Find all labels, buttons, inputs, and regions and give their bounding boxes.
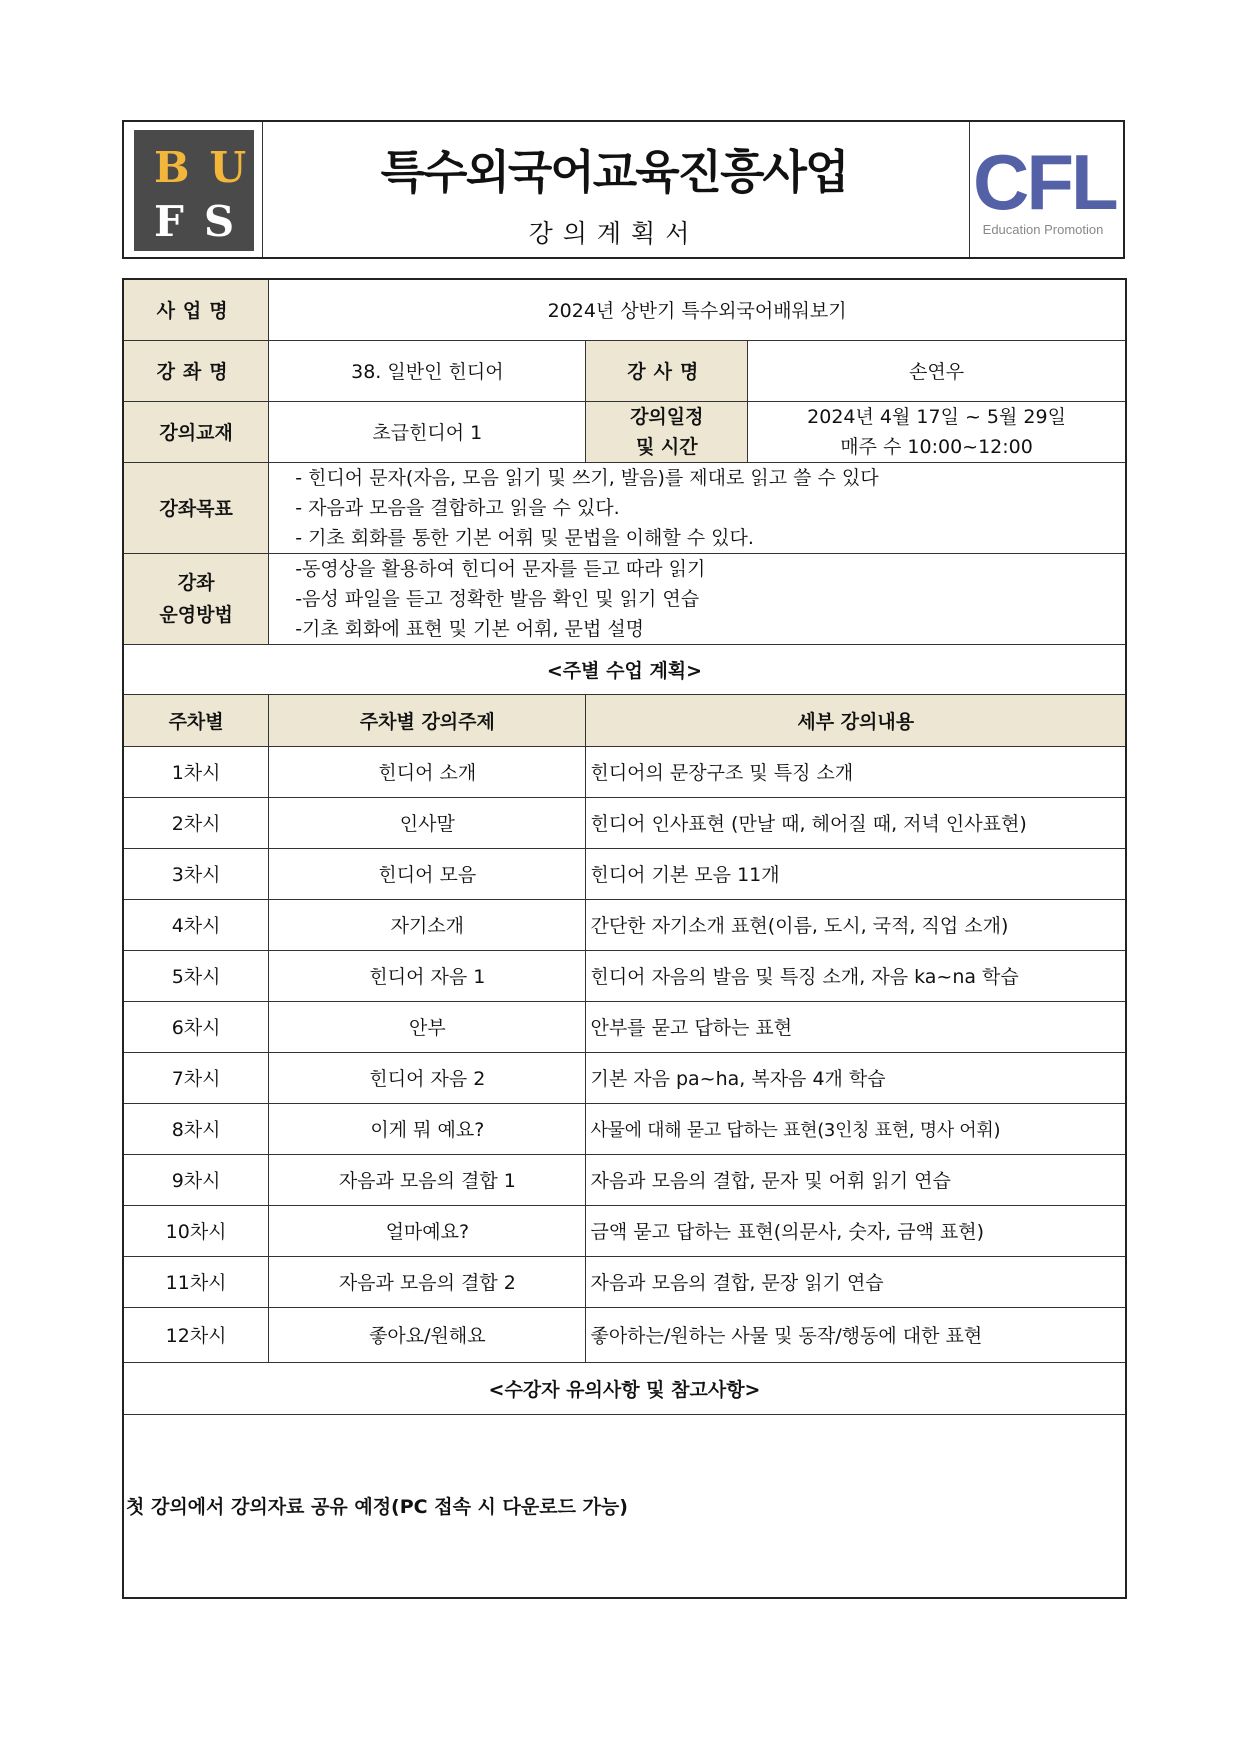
detail-cell: 힌디어 자음의 발음 및 특징 소개, 자음 ka~na 학습 [586, 950, 1126, 1001]
project-value: 2024년 상반기 특수외국어배워보기 [269, 279, 1126, 340]
cfl-logo [973, 130, 1116, 251]
instructor-label: 강사명 [586, 340, 748, 401]
cfl-logo-text: CFL [973, 138, 1116, 226]
goal-item: - 기초 회화를 통한 기본 어휘 및 문법을 이해할 수 있다. [295, 526, 754, 549]
document-title: 특수외국어교육진흥사업 [380, 145, 848, 199]
col-header-topic: 주차별 강의주제 [269, 694, 586, 746]
course-value: 38. 일반인 힌디어 [269, 340, 586, 401]
notes-section-row [123, 1362, 1126, 1414]
detail-cell: 안부를 묻고 답하는 표현 [586, 1001, 1126, 1052]
detail-cell: 힌디어 인사표현 (만날 때, 헤어질 때, 저녁 인사표현) [586, 797, 1126, 848]
session-cell: 1차시 [123, 746, 269, 797]
textbook-value: 초급힌디어 1 [269, 401, 586, 462]
session-cell: 11차시 [123, 1256, 269, 1307]
table-row [123, 848, 1126, 899]
method-list [269, 553, 1126, 644]
detail-cell: 힌디어 기본 모음 11개 [586, 848, 1126, 899]
bufs-logo [134, 130, 267, 251]
textbook-label: 강의교재 [123, 401, 269, 462]
session-cell: 9차시 [123, 1154, 269, 1205]
col-header-detail: 세부 강의내용 [586, 694, 1126, 746]
topic-cell: 힌디어 자음 2 [269, 1052, 586, 1103]
notes-section-title: <수강자 유의사항 및 참고사항> [123, 1362, 1126, 1414]
table-row [123, 950, 1126, 1001]
topic-cell: 자기소개 [269, 899, 586, 950]
col-header-session: 주차별 [123, 694, 269, 746]
method-item: -음성 파일을 듣고 정확한 발음 확인 및 읽기 연습 [295, 587, 700, 610]
method-row [123, 553, 1126, 644]
table-row [123, 1052, 1126, 1103]
method-item: -동영상을 활용하여 힌디어 문자를 듣고 따라 읽기 [295, 557, 706, 580]
course-label: 강좌명 [123, 340, 269, 401]
goal-item: - 자음과 모음을 결합하고 읽을 수 있다. [295, 496, 620, 519]
schedule-value [748, 401, 1126, 462]
topic-cell: 인사말 [269, 797, 586, 848]
topic-cell: 힌디어 모음 [269, 848, 586, 899]
topic-cell: 좋아요/원해요 [269, 1307, 586, 1362]
document-subtitle: 강의계획서 [528, 219, 700, 248]
method-item: -기초 회화에 표현 및 기본 어휘, 문법 설명 [295, 617, 645, 640]
topic-cell: 자음과 모음의 결합 1 [269, 1154, 586, 1205]
session-cell: 4차시 [123, 899, 269, 950]
topic-cell: 이게 뭐 예요? [269, 1103, 586, 1154]
table-row [123, 1001, 1126, 1052]
header-divider-right [969, 122, 970, 257]
header-divider-left [262, 122, 263, 257]
session-cell: 10차시 [123, 1205, 269, 1256]
method-label [123, 553, 269, 644]
bufs-logo-line2: FS [154, 197, 255, 246]
project-label: 사업명 [123, 279, 269, 340]
table-row [123, 1307, 1126, 1362]
topic-cell: 얼마예요? [269, 1205, 586, 1256]
instructor-value: 손연우 [748, 340, 1126, 401]
table-row [123, 1256, 1126, 1307]
detail-cell: 기본 자음 pa~ha, 복자음 4개 학습 [586, 1052, 1126, 1103]
goals-row [123, 462, 1126, 553]
notes-row [123, 1414, 1126, 1598]
topic-cell: 자음과 모음의 결합 2 [269, 1256, 586, 1307]
schedule-label-line1: 강의일정 [630, 405, 704, 428]
schedule-dates: 2024년 4월 17일 ~ 5월 29일 [807, 405, 1066, 428]
table-row [123, 797, 1126, 848]
detail-cell: 좋아하는/원하는 사물 및 동작/행동에 대한 표현 [586, 1307, 1126, 1362]
bufs-logo-line1: BU [154, 143, 267, 192]
textbook-row [123, 401, 1126, 462]
weekly-section-title: <주별 수업 계획> [123, 644, 1126, 694]
goals-label: 강좌목표 [123, 462, 269, 553]
session-cell: 3차시 [123, 848, 269, 899]
session-cell: 7차시 [123, 1052, 269, 1103]
table-row [123, 899, 1126, 950]
syllabus-table [122, 278, 1127, 1599]
topic-cell: 힌디어 자음 1 [269, 950, 586, 1001]
schedule-label [586, 401, 748, 462]
topic-cell: 힌디어 소개 [269, 746, 586, 797]
detail-cell: 금액 묻고 답하는 표현(의문사, 숫자, 금액 표현) [586, 1205, 1126, 1256]
session-cell: 6차시 [123, 1001, 269, 1052]
goal-item: - 힌디어 문자(자음, 모음 읽기 및 쓰기, 발음)를 제대로 읽고 쓸 수 있다 [295, 466, 879, 489]
method-label-line1: 강좌 [177, 571, 215, 594]
course-row [123, 340, 1126, 401]
method-label-line2: 운영방법 [159, 603, 233, 626]
schedule-label-line2: 및 시간 [635, 435, 698, 458]
table-row [123, 1154, 1126, 1205]
table-row [123, 1103, 1126, 1154]
weekly-section-row [123, 644, 1126, 694]
session-cell: 8차시 [123, 1103, 269, 1154]
detail-cell: 사물에 대해 묻고 답하는 표현(3인칭 표현, 명사 어휘) [586, 1103, 1126, 1154]
project-row [123, 279, 1126, 340]
table-row [123, 746, 1126, 797]
session-cell: 12차시 [123, 1307, 269, 1362]
goals-list [269, 462, 1126, 553]
session-cell: 2차시 [123, 797, 269, 848]
detail-cell: 힌디어의 문장구조 및 특징 소개 [586, 746, 1126, 797]
cfl-logo-subtext: Education Promotion [982, 222, 1104, 237]
table-row [123, 1205, 1126, 1256]
topic-cell: 안부 [269, 1001, 586, 1052]
session-cell: 5차시 [123, 950, 269, 1001]
detail-cell: 자음과 모음의 결합, 문자 및 어휘 읽기 연습 [586, 1154, 1126, 1205]
detail-cell: 자음과 모음의 결합, 문장 읽기 연습 [586, 1256, 1126, 1307]
schedule-time: 매주 수 10:00~12:00 [840, 435, 1033, 458]
document-header [122, 120, 1125, 259]
weekly-header-row [123, 694, 1126, 746]
detail-cell: 간단한 자기소개 표현(이름, 도시, 국적, 직업 소개) [586, 899, 1126, 950]
notes-text: 첫 강의에서 강의자료 공유 예정(PC 접속 시 다운로드 가능) [123, 1414, 1126, 1598]
